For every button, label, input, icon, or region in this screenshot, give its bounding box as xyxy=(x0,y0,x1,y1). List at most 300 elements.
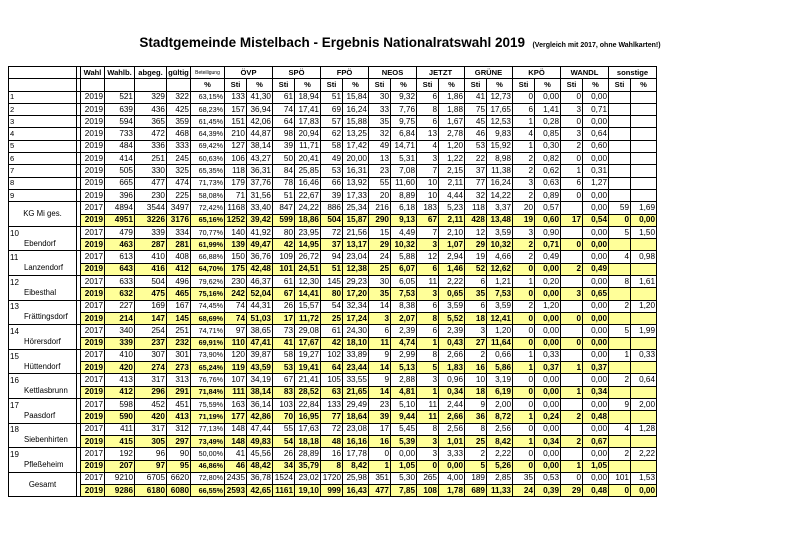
table-cell: 207 xyxy=(105,460,135,472)
table-cell: 2019 xyxy=(81,362,105,374)
table-cell xyxy=(609,263,631,275)
table-cell: 34,19 xyxy=(247,374,273,386)
table-cell: 2,56 xyxy=(439,423,465,435)
table-cell: 689 xyxy=(465,485,487,497)
table-cell: 9,32 xyxy=(391,91,417,103)
table-cell xyxy=(631,189,657,201)
table-cell: 25 xyxy=(321,312,343,324)
table-cell: 6 xyxy=(561,177,583,189)
table-cell: 23,04 xyxy=(343,251,369,263)
table-cell: 26 xyxy=(273,300,295,312)
table-cell: 71,84% xyxy=(191,386,225,398)
table-cell: 36,78 xyxy=(247,472,273,484)
table-cell: 16 xyxy=(369,435,391,447)
table-cell: 20,94 xyxy=(295,128,321,140)
header-pct: % xyxy=(295,79,321,91)
table-cell: 0,90 xyxy=(535,226,561,238)
location-name: KG Mi ges. xyxy=(9,202,77,227)
table-cell: 11,60 xyxy=(391,177,417,189)
table-cell: 5,30 xyxy=(391,472,417,484)
table-cell: 108 xyxy=(417,485,439,497)
table-cell: 414 xyxy=(105,153,135,165)
table-cell: 0,00 xyxy=(535,91,561,103)
table-cell: 325 xyxy=(167,165,191,177)
table-cell: 1168 xyxy=(225,202,247,214)
table-cell: 2019 xyxy=(81,337,105,349)
table-cell: 11,33 xyxy=(487,485,513,497)
table-cell: 2,00 xyxy=(631,399,657,411)
table-cell: 145 xyxy=(167,312,191,324)
table-cell: 4,00 xyxy=(439,472,465,484)
table-cell: 2019 xyxy=(81,239,105,251)
table-cell: 43,27 xyxy=(247,153,273,165)
table-cell: 46 xyxy=(225,460,247,472)
table-cell xyxy=(561,374,583,386)
table-cell: 0,00 xyxy=(535,448,561,460)
results-table xyxy=(8,66,657,497)
table-cell: 71,73% xyxy=(191,177,225,189)
table-cell: 0,33 xyxy=(631,349,657,361)
table-cell: 5,52 xyxy=(439,312,465,324)
table-cell: 101 xyxy=(273,263,295,275)
table-cell: 9 xyxy=(609,399,631,411)
table-cell: 0,00 xyxy=(535,374,561,386)
table-cell xyxy=(609,362,631,374)
table-cell: 12,41 xyxy=(487,312,513,324)
table-cell: 6 xyxy=(417,116,439,128)
table-cell: 0,00 xyxy=(583,153,609,165)
table-cell: 1 xyxy=(513,276,535,288)
table-cell: 1,46 xyxy=(439,263,465,275)
header-pct: % xyxy=(439,79,465,91)
table-cell: 2,99 xyxy=(391,349,417,361)
results-body xyxy=(9,91,657,497)
table-cell: 3 xyxy=(417,153,439,165)
table-cell: 0 xyxy=(513,448,535,460)
table-cell xyxy=(631,337,657,349)
table-cell: 0 xyxy=(561,337,583,349)
row-label: 7 xyxy=(9,165,77,177)
table-cell: 64 xyxy=(273,116,295,128)
table-cell: 0,00 xyxy=(583,325,609,337)
header-pct: % xyxy=(535,79,561,91)
table-cell: 886 xyxy=(321,202,343,214)
table-cell: 412 xyxy=(105,386,135,398)
table-cell: 0,39 xyxy=(535,485,561,497)
table-cell: 101 xyxy=(609,472,631,484)
table-cell: 33,89 xyxy=(343,349,369,361)
table-cell: 0,00 xyxy=(535,325,561,337)
table-cell: 102 xyxy=(321,349,343,361)
table-cell: 109 xyxy=(273,251,295,263)
table-cell: 396 xyxy=(105,189,135,201)
row-label: 1 xyxy=(9,91,77,103)
table-cell: 416 xyxy=(135,263,167,275)
table-cell: 9 xyxy=(369,349,391,361)
table-cell: 0,48 xyxy=(583,411,609,423)
table-cell: 463 xyxy=(105,239,135,251)
table-cell: 0,34 xyxy=(535,435,561,447)
table-cell: 33 xyxy=(369,103,391,115)
table-cell: 477 xyxy=(369,485,391,497)
table-cell: 8,42 xyxy=(343,460,369,472)
table-cell: 24 xyxy=(369,251,391,263)
table-cell: 42,65 xyxy=(247,485,273,497)
table-cell: 251 xyxy=(135,153,167,165)
table-cell: 72,42% xyxy=(191,202,225,214)
table-cell: 2,00 xyxy=(487,399,513,411)
table-cell: 2017 xyxy=(81,472,105,484)
table-cell: 8,98 xyxy=(487,153,513,165)
table-cell: 105 xyxy=(321,374,343,386)
table-cell: 1,05 xyxy=(391,460,417,472)
table-cell: 3 xyxy=(417,374,439,386)
table-cell xyxy=(609,435,631,447)
table-cell: 598 xyxy=(105,399,135,411)
table-cell: 1 xyxy=(513,411,535,423)
table-cell: 420 xyxy=(105,362,135,374)
table-cell: 599 xyxy=(273,214,295,226)
table-cell: 23,02 xyxy=(295,472,321,484)
table-row xyxy=(9,103,657,115)
table-cell: 2 xyxy=(609,374,631,386)
table-cell: 18,94 xyxy=(295,91,321,103)
table-cell xyxy=(561,251,583,263)
table-cell: 322 xyxy=(167,91,191,103)
table-cell: 0 xyxy=(561,189,583,201)
table-cell xyxy=(609,140,631,152)
table-cell: 61,45% xyxy=(191,116,225,128)
table-cell: 0,00 xyxy=(535,460,561,472)
table-cell: 0 xyxy=(561,472,583,484)
table-cell: 633 xyxy=(105,276,135,288)
table-cell xyxy=(561,226,583,238)
table-cell: 0,00 xyxy=(583,349,609,361)
table-cell: 0,54 xyxy=(583,214,609,226)
table-cell: 1,20 xyxy=(631,300,657,312)
location-number: 13 Frättingsdorf xyxy=(9,300,77,325)
header-wahl: Wahl xyxy=(81,67,105,79)
table-row xyxy=(9,214,657,226)
table-cell: 1 xyxy=(417,337,439,349)
table-cell: 290 xyxy=(369,214,391,226)
table-cell: 14,41 xyxy=(295,288,321,300)
table-cell: 4 xyxy=(417,140,439,152)
table-cell: 80 xyxy=(321,288,343,300)
table-cell: 6 xyxy=(417,325,439,337)
table-cell: 37 xyxy=(465,165,487,177)
table-cell xyxy=(609,337,631,349)
table-cell: 0,49 xyxy=(583,263,609,275)
table-cell: 11 xyxy=(417,411,439,423)
table-cell xyxy=(631,411,657,423)
table-cell xyxy=(609,411,631,423)
table-cell xyxy=(561,448,583,460)
table-cell: 13,92 xyxy=(343,177,369,189)
table-cell: 69 xyxy=(321,103,343,115)
table-row xyxy=(9,177,657,189)
table-cell: 291 xyxy=(167,386,191,398)
table-cell: 167 xyxy=(167,300,191,312)
table-cell: 0,00 xyxy=(535,263,561,275)
table-cell: 2,39 xyxy=(391,325,417,337)
table-cell: 17 xyxy=(273,312,295,324)
table-cell: 38,14 xyxy=(247,386,273,398)
table-cell: 8,72 xyxy=(487,411,513,423)
table-cell: 11,64 xyxy=(487,337,513,349)
table-cell: 3,37 xyxy=(487,202,513,214)
table-cell: 8 xyxy=(417,103,439,115)
table-cell: 333 xyxy=(167,140,191,152)
location-name: Gesamt xyxy=(9,472,77,497)
table-cell: 307 xyxy=(135,349,167,361)
table-cell: 118 xyxy=(465,202,487,214)
table-cell: 2019 xyxy=(81,460,105,472)
row-label: 3 xyxy=(9,116,77,128)
table-cell: 2019 xyxy=(81,214,105,226)
row-label: 5 xyxy=(9,140,77,152)
row-label: 9 xyxy=(9,189,77,201)
year-cell: 2019 xyxy=(81,91,105,103)
table-cell: 0 xyxy=(513,386,535,398)
table-cell: 9 xyxy=(369,374,391,386)
table-cell: 97 xyxy=(135,460,167,472)
table-cell: 17,83 xyxy=(295,116,321,128)
header-party: ÖVP xyxy=(225,67,273,79)
header-party: JETZT xyxy=(417,67,465,79)
table-cell: 32 xyxy=(465,189,487,201)
table-cell: 2017 xyxy=(81,226,105,238)
table-cell: 41 xyxy=(225,448,247,460)
header-gueltig: gültig xyxy=(167,67,191,79)
table-cell: 16,24 xyxy=(343,103,369,115)
table-cell: 69,91% xyxy=(191,337,225,349)
table-cell: 9210 xyxy=(105,472,135,484)
table-cell: 6080 xyxy=(167,485,191,497)
table-cell: 72,80% xyxy=(191,472,225,484)
table-cell: 64 xyxy=(321,362,343,374)
table-cell: 6,07 xyxy=(391,263,417,275)
table-cell: 39 xyxy=(321,189,343,201)
table-cell: 265 xyxy=(417,472,439,484)
location-name: Kettlasbrunn xyxy=(24,386,68,396)
location-number: 14 Hörersdorf xyxy=(9,325,77,350)
table-cell: 0,00 xyxy=(583,189,609,201)
table-cell: 1,78 xyxy=(439,485,465,497)
table-cell: 22,67 xyxy=(295,189,321,201)
table-cell: 230 xyxy=(135,189,167,201)
table-cell: 107 xyxy=(225,374,247,386)
table-row xyxy=(9,472,657,484)
table-cell: 2,22 xyxy=(631,448,657,460)
table-cell: 0 xyxy=(513,337,535,349)
table-cell: 37,76 xyxy=(247,177,273,189)
table-cell: 0,20 xyxy=(535,276,561,288)
table-cell: 33,55 xyxy=(343,374,369,386)
table-cell: 38,14 xyxy=(247,140,273,152)
table-cell: 6 xyxy=(513,103,535,115)
table-cell: 39,87 xyxy=(247,349,273,361)
table-cell: 3 xyxy=(561,103,583,115)
table-cell: 42,06 xyxy=(247,116,273,128)
table-cell: 44,31 xyxy=(247,300,273,312)
table-cell: 7,85 xyxy=(391,485,417,497)
header-pct: % xyxy=(191,79,225,91)
table-cell: 6 xyxy=(369,325,391,337)
table-cell: 2593 xyxy=(225,485,247,497)
year-cell: 2019 xyxy=(81,177,105,189)
table-cell: 0 xyxy=(561,239,583,251)
table-cell: 24,30 xyxy=(343,325,369,337)
table-cell: 38,65 xyxy=(247,325,273,337)
table-cell: 9,13 xyxy=(391,214,417,226)
table-row xyxy=(9,325,657,337)
table-cell: 590 xyxy=(105,411,135,423)
table-cell: 297 xyxy=(167,435,191,447)
table-cell: 23 xyxy=(369,165,391,177)
table-cell: 42 xyxy=(273,239,295,251)
table-cell: 477 xyxy=(135,177,167,189)
table-cell: 18,18 xyxy=(295,435,321,447)
table-cell: 9286 xyxy=(105,485,135,497)
table-cell: 15,88 xyxy=(343,116,369,128)
table-cell: 452 xyxy=(135,399,167,411)
table-cell xyxy=(609,288,631,300)
table-cell: 0,64 xyxy=(583,128,609,140)
table-cell: 90 xyxy=(167,448,191,460)
table-cell: 0 xyxy=(513,288,535,300)
table-cell: 23,08 xyxy=(343,423,369,435)
table-cell: 0 xyxy=(513,263,535,275)
table-cell: 30 xyxy=(369,276,391,288)
table-cell: 7 xyxy=(417,226,439,238)
table-cell: 50,00% xyxy=(191,448,225,460)
table-cell: 33,40 xyxy=(247,202,273,214)
table-cell: 69,42% xyxy=(191,140,225,152)
table-row xyxy=(9,337,657,349)
table-cell: 6 xyxy=(417,91,439,103)
table-cell xyxy=(631,386,657,398)
table-cell: 12 xyxy=(465,226,487,238)
table-cell: 47,41 xyxy=(247,337,273,349)
table-cell: 73 xyxy=(273,325,295,337)
table-cell: 6 xyxy=(417,300,439,312)
table-cell: 35 xyxy=(513,472,535,484)
table-cell: 157 xyxy=(225,103,247,115)
table-cell: 6,05 xyxy=(391,276,417,288)
table-cell: 0 xyxy=(417,460,439,472)
table-cell: 77 xyxy=(465,177,487,189)
table-cell: 415 xyxy=(105,435,135,447)
table-cell: 0 xyxy=(369,448,391,460)
table-cell: 13 xyxy=(369,153,391,165)
table-cell: 1,50 xyxy=(631,226,657,238)
table-cell: 5,39 xyxy=(391,435,417,447)
table-cell: 183 xyxy=(417,202,439,214)
table-row xyxy=(9,362,657,374)
table-row xyxy=(9,288,657,300)
table-cell xyxy=(631,263,657,275)
table-cell: 7,53 xyxy=(391,288,417,300)
table-cell: 145 xyxy=(321,276,343,288)
table-row xyxy=(9,91,657,103)
table-row xyxy=(9,399,657,411)
table-row xyxy=(9,411,657,423)
table-cell: 4 xyxy=(609,251,631,263)
table-cell: 2 xyxy=(513,153,535,165)
table-cell: 12 xyxy=(417,251,439,263)
table-row xyxy=(9,128,657,140)
table-cell: 67 xyxy=(273,288,295,300)
table-cell: 37 xyxy=(321,239,343,251)
table-cell: 22,84 xyxy=(295,399,321,411)
table-cell: 67 xyxy=(417,214,439,226)
table-cell: 13,48 xyxy=(487,214,513,226)
table-cell: 2019 xyxy=(81,288,105,300)
table-cell: 62 xyxy=(321,128,343,140)
row-label: 6 xyxy=(9,153,77,165)
table-cell: 3 xyxy=(561,288,583,300)
table-cell: 2017 xyxy=(81,374,105,386)
table-cell: 4,74 xyxy=(391,337,417,349)
table-cell: 0 xyxy=(513,399,535,411)
table-cell: 16,16 xyxy=(343,435,369,447)
table-cell: 3,59 xyxy=(487,300,513,312)
table-cell: 11 xyxy=(417,276,439,288)
table-cell: 2 xyxy=(561,263,583,275)
table-cell: 63 xyxy=(321,386,343,398)
table-cell: 29 xyxy=(369,239,391,251)
table-cell: 1,67 xyxy=(439,116,465,128)
table-cell: 339 xyxy=(105,337,135,349)
table-cell: 2019 xyxy=(81,485,105,497)
table-cell: 230 xyxy=(225,276,247,288)
table-cell: 4951 xyxy=(105,214,135,226)
table-cell xyxy=(631,312,657,324)
table-cell: 504 xyxy=(135,276,167,288)
table-cell: 192 xyxy=(105,448,135,460)
table-cell: 46,37 xyxy=(247,276,273,288)
table-row xyxy=(9,189,657,201)
table-cell: 18,10 xyxy=(343,337,369,349)
table-cell: 0,00 xyxy=(535,312,561,324)
table-cell: 148 xyxy=(225,435,247,447)
table-cell xyxy=(561,349,583,361)
table-cell: 8 xyxy=(609,276,631,288)
table-cell: 0 xyxy=(561,312,583,324)
table-cell: 0 xyxy=(513,423,535,435)
table-cell xyxy=(631,140,657,152)
table-cell: 365 xyxy=(135,116,167,128)
table-cell: 8,42 xyxy=(487,435,513,447)
table-cell: 49,47 xyxy=(247,239,273,251)
table-cell: 29 xyxy=(465,239,487,251)
table-cell: 51 xyxy=(321,263,343,275)
table-cell: 74,71% xyxy=(191,325,225,337)
table-cell: 3,19 xyxy=(487,374,513,386)
location-name: Frättingsdorf xyxy=(24,312,68,322)
table-row xyxy=(9,251,657,263)
table-cell: 9 xyxy=(465,399,487,411)
location-name: Siebenhirten xyxy=(24,435,68,445)
table-cell: 23 xyxy=(369,399,391,411)
table-cell: 54 xyxy=(273,435,295,447)
table-cell: 169 xyxy=(135,300,167,312)
table-cell: 351 xyxy=(369,472,391,484)
table-cell: 15 xyxy=(369,226,391,238)
table-cell: 0,00 xyxy=(535,386,561,398)
table-cell: 73,49% xyxy=(191,435,225,447)
